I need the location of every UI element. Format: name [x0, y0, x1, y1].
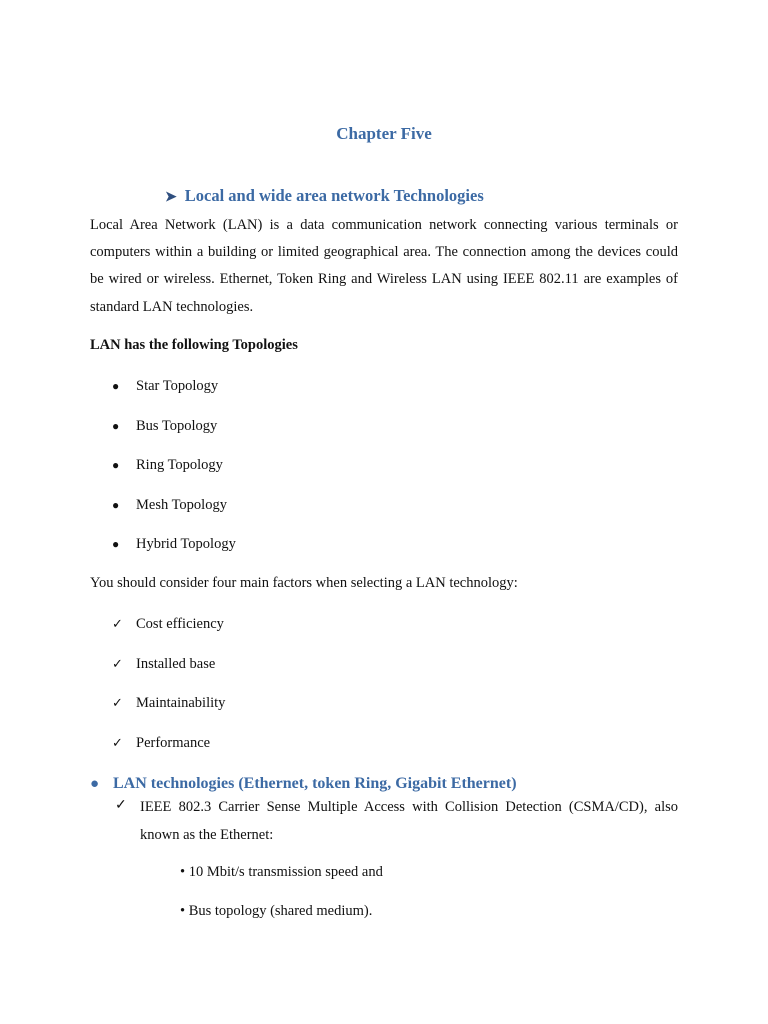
round-bullet-icon: ●	[112, 497, 120, 512]
topologies-heading: LAN has the following Topologies	[90, 337, 298, 353]
checkmark-icon: ✓	[112, 734, 123, 750]
topology-list	[112, 376, 236, 574]
ethernet-topology-item: • Bus topology (shared medium).	[180, 903, 373, 919]
round-bullet-icon: ●	[112, 379, 120, 393]
list-item	[112, 733, 225, 773]
factors-intro: You should consider four main factors when selecting a LAN technology:	[90, 575, 518, 591]
chapter-title: Chapter Five	[336, 124, 432, 143]
list-item-text: Ring Topology	[136, 457, 223, 473]
list-item-text: Hybrid Topology	[136, 536, 236, 552]
round-bullet-icon: ●	[112, 418, 120, 433]
list-item-text: Performance	[136, 734, 211, 751]
list-item	[112, 614, 225, 654]
ethernet-speed-item: • 10 Mbit/s transmission speed and	[180, 864, 383, 880]
list-item	[112, 693, 225, 733]
arrowhead-bullet-icon: ➤	[165, 190, 177, 205]
ieee-8023-item	[115, 794, 678, 849]
intro-paragraph: Local Area Network (LAN) is a data communication network connecting various terminals or computers within a building or limited geographical area. The connection among the devices could be wired or wireless. Ethernet, Token Ring and Wireless LAN using IEEE 802.11 are examples of standard LAN technologies.	[90, 217, 678, 315]
checkmark-icon: ✓	[112, 616, 123, 631]
list-item	[112, 654, 225, 694]
list-item-text: Mesh Topology	[136, 496, 227, 513]
list-item	[112, 455, 236, 495]
list-item-text: Maintainability	[136, 695, 226, 711]
list-item	[112, 534, 236, 574]
section-heading	[165, 186, 484, 206]
round-bullet-icon: ●	[112, 537, 120, 551]
ieee-8023-text: IEEE 802.3 Carrier Sense Multiple Access with Collision Detection (CSMA/CD), also known as the Ethernet:	[140, 799, 678, 843]
list-item-text: Installed base	[136, 655, 216, 672]
list-item-text: Star Topology	[136, 378, 219, 394]
list-item-text: Bus Topology	[136, 417, 218, 434]
checkmark-icon: ✓	[115, 798, 127, 813]
round-bullet-icon: ●	[112, 458, 120, 472]
list-item-text: Cost efficiency	[136, 616, 224, 632]
lan-technologies-heading-text: LAN technologies (Ethernet, token Ring, Gigabit Ethernet)	[113, 775, 517, 792]
checkmark-icon: ✓	[112, 695, 123, 710]
lan-technologies-heading	[90, 775, 517, 793]
checkmark-icon: ✓	[112, 655, 123, 671]
list-item	[112, 495, 236, 535]
list-item	[112, 416, 236, 456]
factor-list	[112, 614, 225, 772]
section-heading-text: Local and wide area network Technologies	[184, 186, 484, 205]
round-bullet-icon: ●	[90, 776, 100, 792]
list-item	[112, 376, 236, 416]
